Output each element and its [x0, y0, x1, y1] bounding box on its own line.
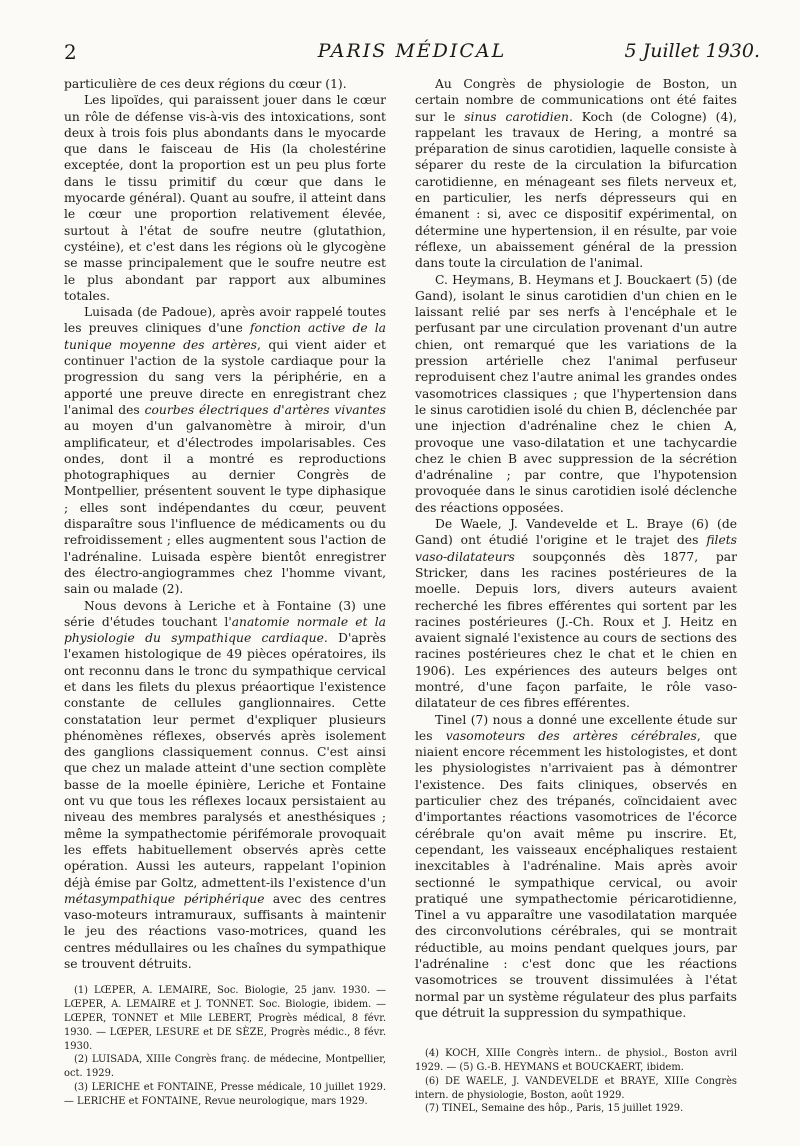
footnote: (6) DE WAELE, J. VANDEVELDE et BRAYE, XIIIe Congrès intern. de physiologie, Boston, août 1929.: [415, 1075, 737, 1101]
left-column: [64, 76, 386, 1109]
paragraph: Nous devons à Leriche et à Fontaine (3) une série d'études touchant l'anatomie normale et la physiologie du sympathique cardiaque. D'après l'examen histologique de 49 pièces opératoires, ils ont reconnu dans le tronc du sympathique cervical et dans les filets du plexus préaortique l'existence constante de cellules ganglionnaires. Cette constatation leur permet d'expliquer plusieurs phénomènes réflexes, observés après isolement des ganglions classiquement connus. C'est ainsi que chez un malade atteint d'une section complète basse de la moelle épinière, Leriche et Fontaine ont vu que tous les réflexes locaux persistaient au niveau des membres paralysés et anesthésiques ; même la sympathectomie périfémorale provoquait les effets habituellement observés après cette opération. Aussi les auteurs, rappelant l'opinion déjà émise par Goltz, admettent-ils l'existence d'un métasympathique périphérique avec des centres vaso-moteurs intramuraux, suffisants à maintenir le jeu des réactions vaso-motrices, quand les centres médullaires ou les chaînes du sympathique se trouvent détruits.: [64, 598, 386, 972]
footnotes: [64, 984, 386, 1108]
footnote: (1) LŒPER, A. LEMAIRE, Soc. Biologie, 25 janv. 1930. — LŒPER, A. LEMAIRE et J. TONNET. Soc. Biologie, ibidem. — LŒPER, TONNET et Mlle LEBERT, Progrès médical, 8 févr. 1930. — LŒPER, LESURE et DE SÈZE, Progrès médic., 8 févr. 1930.: [64, 985, 386, 1052]
italic-emphasis: vasomoteurs des artères cérébrales: [445, 728, 697, 743]
paragraph: De Waele, J. Vandevelde et L. Braye (6) (de Gand) ont étudié l'origine et le trajet des filets vaso-dilatateurs soupçonnés dès 1877, par Stricker, dans les racines postérieures de la moelle. Depuis lors, divers auteurs avaient recherché les fibres efférentes qui sortent par les racines postérieures (J.-Ch. Roux et J. Heitz en avaient signalé l'existence au cours de sections des racines postérieures chez le chat et le chien en 1906). Les expériences des auteurs belges ont montré, d'une façon parfaite, le rôle vaso-dilatateur de ces fibres efférentes.: [415, 517, 737, 711]
italic-emphasis: fonction active de la tunique moyenne des artères: [64, 321, 386, 352]
italic-emphasis: courbes électriques d'artères vivantes: [144, 402, 386, 417]
issue-date: 5 Juillet 1930.: [624, 40, 760, 62]
italic-emphasis: sinus carotidien: [464, 109, 569, 124]
footnote: (2) LUISADA, XIIIe Congrès franç. de médecine, Montpellier, oct. 1929.: [64, 1054, 386, 1080]
paragraph: Tinel (7) nous a donné une excellente étude sur les vasomoteurs des artères cérébrales, que niaient encore récemment les histologistes, et dont les physiologistes n'arrivaient pas à démontrer l'existence. Des faits cliniques, observés en particulier chez des trépanés, coïncidaient avec d'importantes réactions vasomotrices de l'écorce cérébrale qu'on avait même pu inscrire. Et, cependant, les vaisseaux encéphaliques restaient inexcitables à l'adrénaline. Mais après avoir sectionné le sympathique cervical, ou avoir pratiqué une sympathectomie péricarotidienne, Tinel a vu apparaître une vasodilatation marquée des circonvolutions cérébrales, qui se montrait réductible, au moins pendant quelques jours, par l'adrénaline : c'est donc que les réactions vasomotrices se trouvent dissimulées à l'état normal par un système régulateur des plus parfaits que détruit la suppression du sympathique.: [415, 712, 737, 1020]
paragraph: Au Congrès de physiologie de Boston, un certain nombre de communications ont été faites sur le sinus carotidien. Koch (de Cologne) (4), rappelant les travaux de Hering, a montré sa préparation de sinus carotidien, laquelle consiste à séparer du reste de la circulation la bifurcation carotidienne, en ménageant ses filets nerveux et, en particulier, les nerfs dépresseurs qui en émanent : si, avec ce dispositif expérimental, on détermine une hypertension, il en résulte, par voie réflexe, un abaissement général de la pression dans toute la circulation de l'animal.: [415, 77, 737, 271]
right-column: [415, 76, 737, 1116]
footnote: (7) TINEL, Semaine des hôp., Paris, 15 juillet 1929.: [425, 1103, 684, 1115]
paragraph: Les lipoïdes, qui paraissent jouer dans le cœur un rôle de défense vis-à-vis des intoxications, sont deux à trois fois plus abondants dans le myocarde que dans le faisceau de His (la cholestérine exceptée, dont la proportion est un peu plus forte dans le tissu primitif du cœur que dans le myocarde général). Quant au soufre, il atteint dans le cœur une proportion relativement élevée, surtout à l'état de soufre neutre (glutathion, cystéine), et c'est dans les régions où le glycogène se masse principalement que le soufre neutre est le plus abondant par rapport aux albumines totales.: [64, 93, 386, 303]
footnote: (3) LERICHE et FONTAINE, Presse médicale, 10 juillet 1929. — LERICHE et FONTAINE, Revue neurologique, mars 1929.: [64, 1081, 386, 1107]
paragraph: particulière de ces deux régions du cœur (1).: [64, 77, 347, 91]
journal-title: PARIS MÉDICAL: [317, 40, 507, 62]
italic-emphasis: métasympathique périphérique: [64, 891, 265, 906]
paragraph: Luisada (de Padoue), après avoir rappelé toutes les preuves cliniques d'une fonction active de la tunique moyenne des artères, qui vient aider et continuer l'action de la systole cardiaque pour la progression du sang vers la périphérie, en a apporté une preuve directe en enregistrant chez l'animal des courbes électriques d'artères vivantes au moyen d'un galvanomètre à miroir, d'un amplificateur, et d'électrodes impolarisables. Ces ondes, dont il a montré es reproductions photographiques au dernier Congrès de Montpellier, présentent souvent le type diphasique ; elles sont indépendantes du cœur, peuvent disparaître sous l'influence de médicaments ou du refroidissement ; elles augmentent sous l'action de l'adrénaline. Luisada espère bientôt enregistrer des électro-angiogrammes chez l'homme vivant, sain ou malade (2).: [64, 305, 386, 597]
italic-emphasis: filets vaso-dilatateurs: [415, 533, 737, 564]
page-header: [64, 40, 760, 66]
footnote: (4) KOCH, XIIIe Congrès intern.. de physiol., Boston avril 1929. — (5) G.-B. HEYMANS et BOUCKAERT, ibidem.: [415, 1048, 737, 1074]
page-number: 2: [64, 40, 77, 64]
paragraph: C. Heymans, B. Heymans et J. Bouckaert (5) (de Gand), isolant le sinus carotidien d'un chien en le laissant relié par ses nerfs à l'encéphale et le perfusant par une circulation provenant d'un autre chien, ont remarqué que les variations de la pression artérielle chez l'animal perfuseur reproduisent chez l'autre animal les grandes ondes vasomotrices classiques ; que l'hypertension dans le sinus carotidien isolé du chien B, déclenchée par une injection d'adrénaline chez le chien A, provoque une vaso-dilatation et une tachycardie chez le chien B avec suppression de la sécrétion d'adrénaline ; par contre, que l'hypotension provoquée dans le sinus carotidien isolé déclenche des réactions opposées.: [415, 272, 737, 515]
footnotes: [415, 1047, 737, 1116]
italic-emphasis: anatomie normale et la physiologie du sympathique cardiaque: [64, 614, 386, 646]
